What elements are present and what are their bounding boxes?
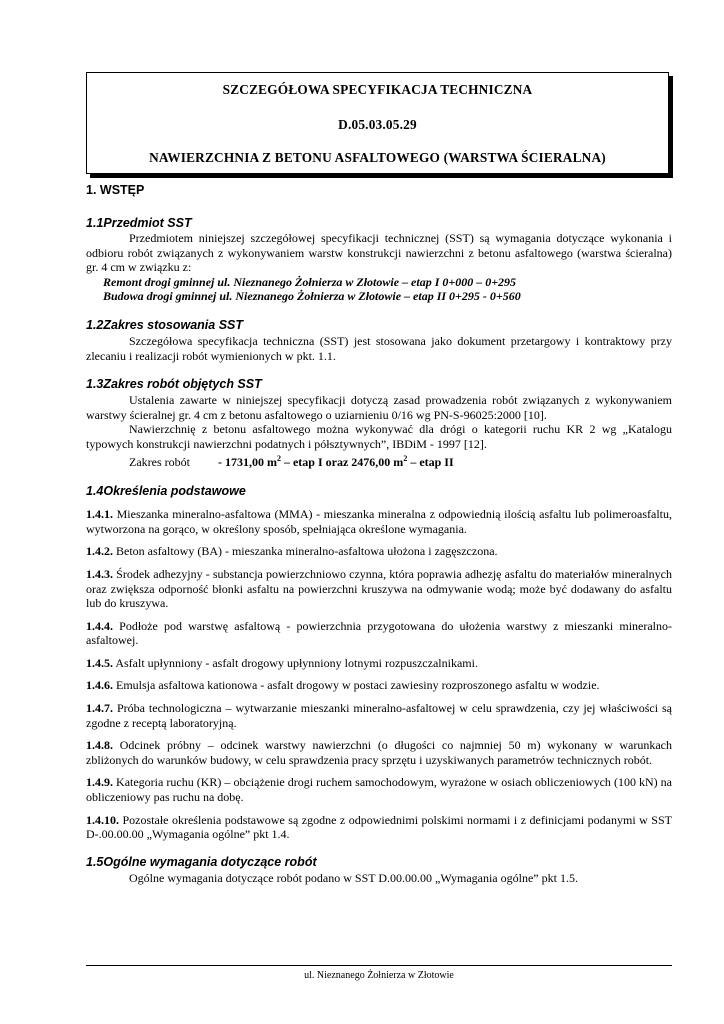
scope-value-a: - 1731,00 m	[217, 454, 277, 469]
section-1-heading: 1. WSTĘP	[86, 183, 145, 197]
section-1-1-paragraph: Przedmiotem niniejszej szczegółowej specyfikacji technicznej (SST) są wymagania dotyczące wykonania i odbioru robót związanych z wykonywaniem warstw konstrukcji nawierzchni z betonu asfaltowego (warstwa ścieralna) gr. 4 cm w związku z:	[86, 231, 672, 275]
scope-line: Zakres robót - 1731,00 $m^2$ – etap I oraz 2476,00 $m^2$ – etap II	[129, 453, 454, 469]
definition-item: 1.4.3. Środek adhezyjny - substancja powierzchniowo czynna, która poprawia adhezję asfaltu do materiałów mineralnych oraz zwiększa odporność błonki asfaltu na powierzchni kruszywa na odmywanie wodą; może być dodawany do asfaltu lub do kruszywa.	[86, 566, 672, 611]
page-footer: ul. Nieznanego Żołnierza w Złotowie	[304, 970, 454, 981]
section-1-2-paragraph: Szczegółowa specyfikacja techniczna (SST) jest stosowana jako dokument przetargowy i kontraktowy przy zlecaniu i realizacji robót wymienionych w pkt. 1.1.	[86, 333, 672, 363]
document-title: SZCZEGÓŁOWA SPECYFIKACJA TECHNICZNA	[222, 82, 533, 97]
document-subtitle: NAWIERZCHNIA Z BETONU ASFALTOWEGO (WARSTWA ŚCIERALNA)	[149, 150, 606, 165]
definition-item: 1.4.1. Mieszanka mineralno-asfaltowa (MMA) - mieszanka mineralna z odpowiednią ilością asfaltu lub polimeroasfaltu, wytworzona na gorąco, w określony sposób, spełniająca określone wymagania.	[86, 507, 672, 536]
section-1-5-heading: 1.5Ogólne wymagania dotyczące robót	[86, 854, 317, 869]
definition-item: 1.4.7. Próba technologiczna – wytwarzanie mieszanki mineralno-asfaltowej w celu sprawdzenia, czy jej właściwości są zgodne z receptą laboratoryjną.	[86, 701, 672, 730]
definition-item: 1.4.9. Kategoria ruchu (KR) – obciążenie drogi ruchem samochodowym, wyrażone w osiach obliczeniowych (100 kN) na obliczeniowy pas ruchu na dobę.	[86, 775, 672, 805]
title-box	[86, 72, 669, 174]
section-1-3-paragraph-1: Ustalenia zawarte w niniejszej specyfikacji dotyczą zasad prowadzenia robót związanych z wykonywaniem warstwy ścieralnej gr. 4 cm z betonu asfaltowego o uziarnieniu 0/16 wg PN-S-96025:2000 [10].	[86, 393, 672, 422]
document-code: D.05.03.05.29	[338, 117, 417, 132]
document-body	[86, 180, 672, 885]
section-1-2-heading: 1.2Zakres stosowania SST	[86, 317, 244, 332]
definition-item: 1.4.8. Odcinek próbny – odcinek warstwy nawierzchni (o długości co najmniej 50 m) wykonany w warunkach zbliżonych do warunków budowy, w celu sprawdzenia pracy sprzętu i uzyskiwanych parametrów technicznych robót.	[86, 738, 672, 767]
section-1-1-line-1: Remont drogi gminnej ul. Nieznanego Żołnierza w Złotowie – etap I 0+000 – 0+295	[103, 274, 517, 289]
footer-divider	[86, 965, 672, 966]
section-1-4-heading: 1.4Określenia podstawowe	[86, 484, 246, 499]
definition-item: 1.4.5. Asfalt upłynniony - asfalt drogowy upłynniony lotnymi rozpuszczalnikami.	[86, 655, 478, 670]
definition-item: 1.4.10. Pozostałe określenia podstawowe są zgodne z odpowiednimi polskimi normami i z definicjami podanymi w SST D-.00.00.00 „Wymagania ogólne” pkt 1.4.	[86, 812, 672, 842]
scope-label: Zakres robót	[129, 454, 190, 469]
section-1-3-heading: 1.3Zakres robót objętych SST	[86, 377, 262, 392]
section-1-3-paragraph-2: Nawierzchnię z betonu asfaltowego można wykonywać dla drógi o kategorii ruchu KR 2 wg „Katalogu typowych konstrukcji nawierzchni podatnych i półsztywnych”, IBDiM - 1997 [12].	[86, 422, 672, 451]
section-1-1-heading: 1.1Przedmiot SST	[86, 216, 192, 230]
section-1-5-paragraph: Ogólne wymagania dotyczące robót podano w SST D.00.00.00 „Wymagania ogólne” pkt 1.5.	[129, 870, 578, 885]
definition-item: 1.4.6. Emulsja asfaltowa kationowa - asfalt drogowy w postaci zawiesiny rozproszonego asfaltu w wodzie.	[86, 678, 600, 693]
scope-value-c: – etap II	[407, 454, 454, 469]
section-1-1-line-2: Budowa drogi gminnej ul. Nieznanego Żołnierza w Złotowie – etap II 0+295 - 0+560	[103, 289, 521, 304]
definition-item: 1.4.4. Podłoże pod warstwę asfaltową - powierzchnia przygotowana do ułożenia warstwy z mieszanki mineralno-asfaltowej.	[86, 618, 672, 648]
scope-value-b: – etap I oraz 2476,00 m	[280, 454, 404, 469]
definition-item: 1.4.2. Beton asfaltowy (BA) - mieszanka mineralno-asfaltowa ułożona i zagęszczona.	[86, 544, 498, 559]
